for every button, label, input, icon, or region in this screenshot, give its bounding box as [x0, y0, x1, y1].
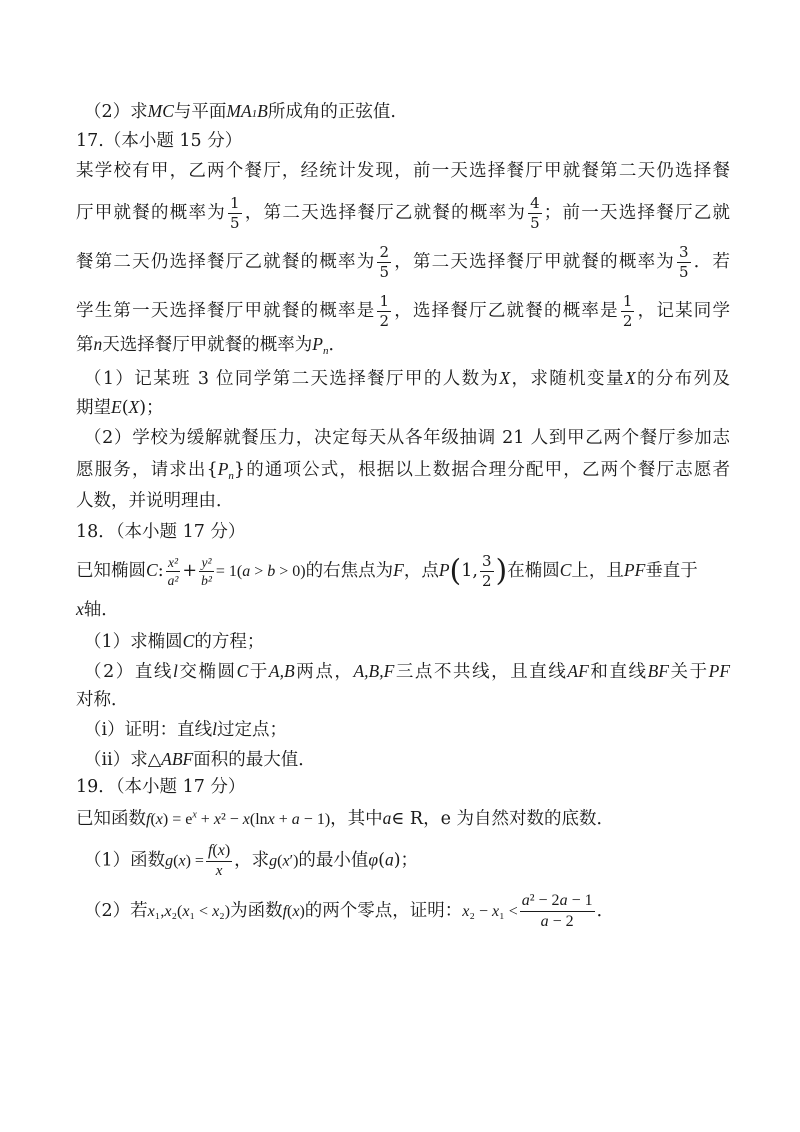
p17-line-3: 餐第二天仍选择餐厅乙就餐的概率为 $\frac{2}{5}$ ，第二天选择餐厅甲就餐的概率为 $\frac{3}{5}$ ．若 [76, 243, 730, 281]
p17-q2-line-1: （2）学校为缓解就餐压力，决定每天从各年级抽调 21 人到甲乙两个餐厅参加志 [84, 428, 730, 448]
p18-q2-line-1: （2）直线l交椭圆C于A,B两点，A,B,F三点不共线，且直线AF和直线BF关于PF [84, 661, 731, 682]
p18-q2-ii: （ⅱ）求△ABF面积的最大值． [84, 749, 316, 770]
q16-part2: （2）求MC与平面MA1B所成角的正弦值. [84, 101, 396, 122]
p17-line-1: 某学校有甲，乙两个餐厅，经统计发现，前一天选择餐厅甲就餐第二天仍选择餐 [76, 161, 730, 181]
p19-q2: （2）若x₁,x₂(x₁ < x₂)为函数f(x)的两个零点，证明：x₂ − x₁ < $\frac{\text{a² − 2a − 1}}{a - 2}$ ． [84, 892, 615, 930]
p17-line-5: 第n天选择餐厅甲就餐的概率为$P_n$． [76, 334, 346, 357]
p18-q1: （1）求椭圆C的方程； [84, 631, 265, 652]
p17-line-4: 学生第一天选择餐厅甲就餐的概率是 $\frac{1}{2}$ ，选择餐厅乙就餐的概率是 $\frac{1}{2}$ ，记某同学 [76, 292, 731, 330]
p17-q2-line-3: 人数，并说明理由． [76, 491, 234, 511]
problem-18-heading: 18．（本小题 17 分） [76, 522, 246, 542]
p19-q1: （1）函数g(x) = $\frac{f(x)}{x}$ ，求g(x′)的最小值φ(a)； [84, 842, 419, 879]
p17-line-2: 厅甲就餐的概率为 $\frac{1}{5}$ ，第二天选择餐厅乙就餐的概率为 $\frac{4}{5}$ ；前一天选择餐厅乙就 [76, 194, 731, 232]
p18-line-2: x轴． [76, 599, 119, 620]
p18-q2-line-2: 对称． [76, 690, 129, 710]
p18-line-1: 已知椭圆C: $\frac{\text{x²}}{\text{a²}}$ + $\frac{\text{y²}}{\text{b²}}$ = 1(a > b > 0)的右焦点为F，点P(1, $\frac{3}{2}$ )在椭圆C上，且PF垂直于 [76, 552, 698, 590]
problem-17-heading: 17.（本小题 15 分） [76, 131, 243, 151]
p17-q1-line-2: 期望E(X)； [76, 397, 164, 418]
problem-19-heading: 19．（本小题 17 分） [76, 777, 246, 797]
p17-q2-line-2: 愿服务，请求出$\{P_n\}$的通项公式，根据以上数据合理分配甲，乙两个餐厅志愿者 [76, 459, 730, 482]
p17-q1-line-1: （1）记某班 3 位同学第二天选择餐厅甲的人数为X，求随机变量X的分布列及 [84, 368, 731, 389]
p18-q2-i: （ⅰ）证明：直线l过定点； [84, 719, 287, 740]
p19-line-1: 已知函数$f(x) = e^x + x^2 - x(\ln x + a - 1)$，其中a∈ R，e 为自然对数的底数． [76, 808, 615, 829]
